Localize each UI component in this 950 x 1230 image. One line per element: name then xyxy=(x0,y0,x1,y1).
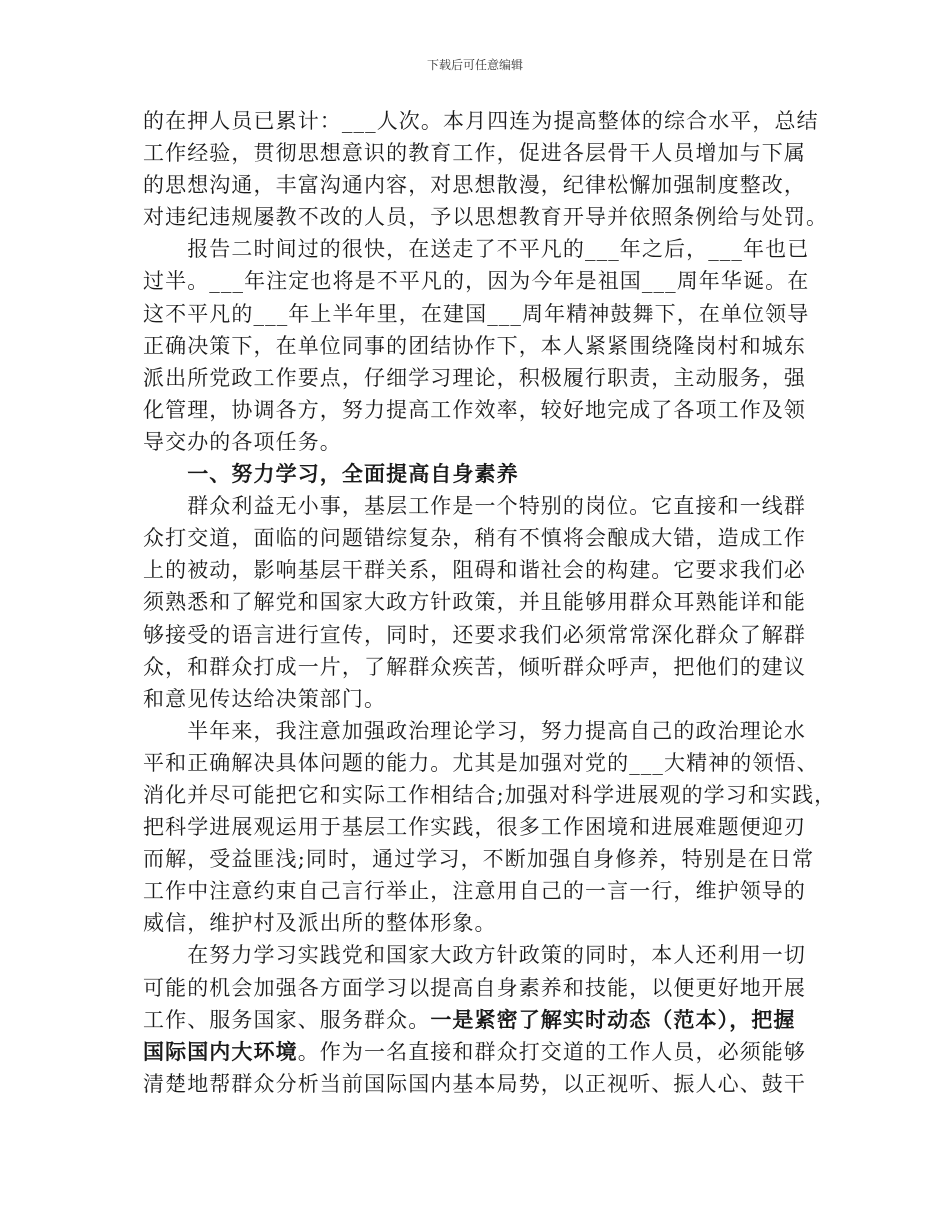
text-line xyxy=(143,843,813,875)
text-segment: 工作、服务国家、服务群众。 xyxy=(143,1007,431,1032)
text-segment: 须熟悉和了解党和国家大政方针政策，并且能够用群众耳熟能详和能 xyxy=(143,590,806,615)
text-segment: 在努力学习实践党和国家大政方针政策的同时，本人还利用一切 xyxy=(143,943,806,968)
text-segment: 工作经验，贯彻思想意识的教育工作，促进各层骨干人员增加与下属 xyxy=(143,141,806,166)
text-segment: 上的被动，影响基层干群关系，阻碍和谐社会的构建。它要求我们必 xyxy=(143,558,806,583)
text-segment: 。作为一名直接和群众打交道的工作人员，必须能够 xyxy=(297,1039,807,1064)
text-segment: 众，和群众打成一片，了解群众疾苦，倾听群众呼声，把他们的建议 xyxy=(143,654,806,679)
text-segment: 对违纪违规屡教不改的人员，予以思想教育开导并依照条例给与处罚。 xyxy=(143,205,829,230)
text-line xyxy=(143,619,813,651)
text-line xyxy=(143,201,829,233)
text-segment: 派出所党政工作要点，仔细学习理论，积极履行职责，主动服务，强 xyxy=(143,365,806,390)
page-header: 下载后可任意编辑 xyxy=(426,58,523,72)
text-segment: 工作中注意约束自己言行举止，注意用自己的一言一行，维护领导的 xyxy=(143,879,806,904)
text-segment: 的在押人员已累计：___人次。本月四连为提高整体的综合水平，总结 xyxy=(143,109,819,133)
text-segment: 平和正确解决具体问题的能力。尤其是加强对党的___大精神的领悟、 xyxy=(143,750,819,775)
text-line xyxy=(143,169,813,201)
text-line xyxy=(143,1004,813,1036)
text-line xyxy=(143,683,813,715)
text-segment: 消化并尽可能把它和实际工作相结合;加强对科学进展观的学习和实践， xyxy=(143,782,837,807)
text-line xyxy=(143,1068,813,1100)
text-segment: 威信，维护村及派出所的整体形象。 xyxy=(143,911,497,936)
text-line xyxy=(143,811,813,843)
text-line xyxy=(143,137,813,169)
text-segment: 把科学进展观运用于基层工作实践，很多工作困境和进展难题便迎刃 xyxy=(143,815,806,840)
bold-text-segment: 一是紧密了解实时动态（范本），把握 xyxy=(430,1006,796,1032)
text-line xyxy=(143,394,813,426)
text-line xyxy=(143,522,813,554)
text-segment: 可能的机会加强各方面学习以提高自身素养和技能，以便更好地开展 xyxy=(143,975,806,1000)
bold-text-segment: 一、努力学习，全面提高自身素养 xyxy=(143,461,519,487)
text-line xyxy=(143,105,819,137)
text-line xyxy=(143,265,813,297)
text-segment: 这不平凡的___年上半年里，在建国___周年精神鼓舞下，在单位领导 xyxy=(143,301,810,326)
text-segment: 过半。___年注定也将是不平凡的，因为今年是祖国___周年华诞。在 xyxy=(143,269,810,294)
text-line xyxy=(143,907,813,939)
text-line xyxy=(143,715,813,747)
text-line xyxy=(143,586,813,618)
text-line xyxy=(143,330,813,362)
bold-text-segment: 国际国内大环境 xyxy=(143,1038,298,1064)
text-segment: 和意见传达给决策部门。 xyxy=(143,686,387,711)
text-line xyxy=(143,298,813,330)
text-segment: 报告二时间过的很快，在送走了不平凡的___年之后，___年也已 xyxy=(143,237,810,262)
text-line xyxy=(143,1036,813,1068)
text-line xyxy=(143,939,813,971)
text-line xyxy=(143,458,813,490)
text-line xyxy=(143,972,813,1004)
text-segment: 够接受的语言进行宣传，同时，还要求我们必须常常深化群众了解群 xyxy=(143,622,806,647)
text-line xyxy=(143,362,813,394)
text-segment: 群众利益无小事，基层工作是一个特别的岗位。它直接和一线群 xyxy=(143,494,806,519)
text-line xyxy=(143,651,813,683)
text-segment: 导交办的各项任务。 xyxy=(143,429,342,454)
text-segment: 化管理，协调各方，努力提高工作效率，较好地完成了各项工作及领 xyxy=(143,397,806,422)
text-segment: 的思想沟通，丰富沟通内容，对思想散漫，纪律松懈加强制度整改， xyxy=(143,173,806,198)
text-line xyxy=(143,233,813,265)
text-segment: 半年来，我注意加强政治理论学习，努力提高自己的政治理论水 xyxy=(143,718,806,743)
text-line xyxy=(143,747,819,779)
text-line xyxy=(143,426,813,458)
text-segment: 众打交道，面临的问题错综复杂，稍有不慎将会酿成大错，造成工作 xyxy=(143,526,806,551)
text-line xyxy=(143,490,813,522)
text-line xyxy=(143,779,837,811)
text-segment: 清楚地帮群众分析当前国际国内基本局势，以正视听、振人心、鼓干 xyxy=(143,1071,806,1096)
text-line xyxy=(143,554,813,586)
text-line xyxy=(143,875,813,907)
document-body xyxy=(143,105,837,1100)
text-segment: 正确决策下，在单位同事的团结协作下，本人紧紧围绕隆岗村和城东 xyxy=(143,333,806,358)
text-segment: 而解，受益匪浅;同时，通过学习，不断加强自身修养，特别是在日常 xyxy=(143,847,815,872)
